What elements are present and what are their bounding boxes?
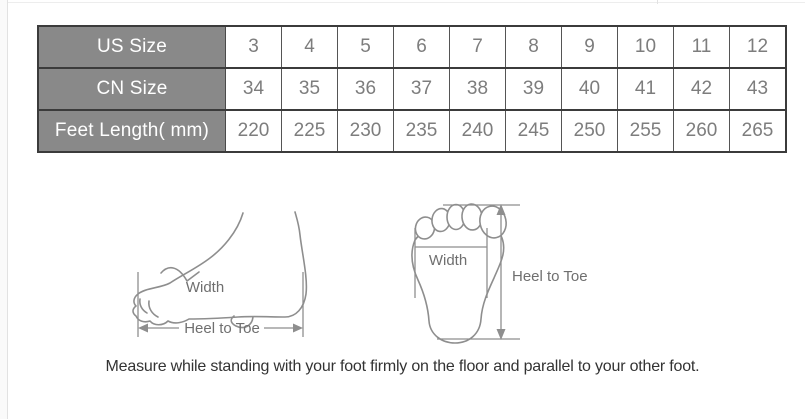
table-cell: 4 bbox=[282, 26, 338, 68]
table-cell: 34 bbox=[226, 68, 282, 110]
top-foot-width-label: Width bbox=[428, 252, 468, 269]
table-cell: 265 bbox=[730, 110, 787, 152]
table-row-feet-length bbox=[38, 110, 786, 152]
side-foot-diagram-icon bbox=[125, 195, 320, 345]
page-edge-left-line bbox=[7, 0, 8, 419]
table-cell: 255 bbox=[618, 110, 674, 152]
table-cell: 8 bbox=[506, 26, 562, 68]
table-cell: 9 bbox=[562, 26, 618, 68]
side-foot-heel-to-toe-label: Heel to Toe bbox=[184, 320, 260, 337]
arrow-left-icon bbox=[138, 324, 148, 333]
table-cell: 37 bbox=[394, 68, 450, 110]
arrow-right-icon bbox=[293, 324, 303, 333]
table-cell: 42 bbox=[674, 68, 730, 110]
table-cell: 40 bbox=[562, 68, 618, 110]
table-cell: 230 bbox=[338, 110, 394, 152]
table-row-cn-size bbox=[38, 68, 786, 110]
table-cell: 35 bbox=[282, 68, 338, 110]
table-cell: 12 bbox=[730, 26, 787, 68]
side-foot-width-label: Width bbox=[185, 279, 225, 296]
table-cell: 38 bbox=[450, 68, 506, 110]
row-header-feet-length: Feet Length( mm) bbox=[38, 110, 226, 152]
table-row-us-size bbox=[38, 26, 786, 68]
row-header-cn-size: CN Size bbox=[38, 68, 226, 110]
size-chart-table bbox=[37, 25, 787, 153]
table-cell: 43 bbox=[730, 68, 787, 110]
table-cell: 245 bbox=[506, 110, 562, 152]
row-header-us-size: US Size bbox=[38, 26, 226, 68]
table-cell: 36 bbox=[338, 68, 394, 110]
top-foot-diagram-icon bbox=[405, 192, 600, 347]
table-cell: 235 bbox=[394, 110, 450, 152]
page-edge-corner-tick bbox=[657, 0, 658, 4]
table-cell: 6 bbox=[394, 26, 450, 68]
page-edge-top-line bbox=[8, 2, 805, 3]
page-edge-strip bbox=[0, 0, 7, 419]
table-cell: 225 bbox=[282, 110, 338, 152]
table-cell: 10 bbox=[618, 26, 674, 68]
table-cell: 5 bbox=[338, 26, 394, 68]
table-cell: 260 bbox=[674, 110, 730, 152]
table-cell: 39 bbox=[506, 68, 562, 110]
table-cell: 240 bbox=[450, 110, 506, 152]
table-cell: 250 bbox=[562, 110, 618, 152]
table-cell: 220 bbox=[226, 110, 282, 152]
table-cell: 7 bbox=[450, 26, 506, 68]
measuring-instruction-text: Measure while standing with your foot firmly on the floor and parallel to your other foot. bbox=[105, 358, 700, 375]
side-foot-toe-line bbox=[149, 301, 158, 317]
side-foot-outline bbox=[133, 212, 306, 325]
table-cell: 3 bbox=[226, 26, 282, 68]
table-cell: 41 bbox=[618, 68, 674, 110]
table-cell: 11 bbox=[674, 26, 730, 68]
top-foot-heel-to-toe-label: Heel to Toe bbox=[512, 268, 588, 285]
side-foot-toe-line bbox=[140, 299, 147, 313]
